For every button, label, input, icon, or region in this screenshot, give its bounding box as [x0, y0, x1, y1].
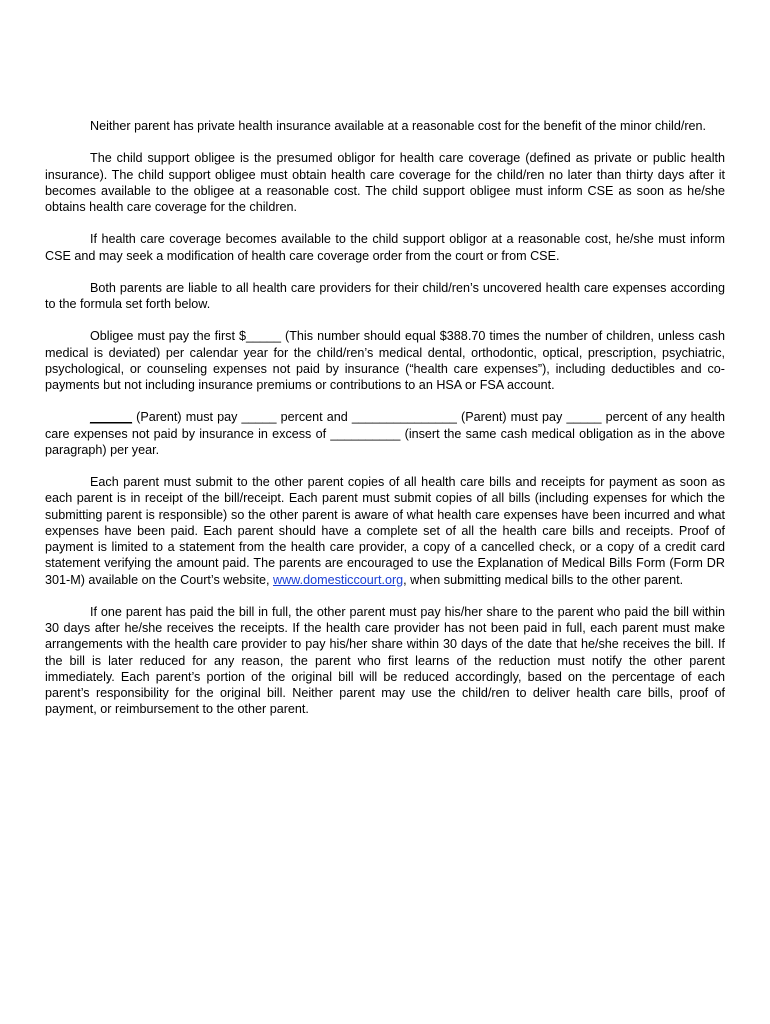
paragraph-liability: Both parents are liable to all health care providers for their child/ren’s uncovered health care expenses according to the formula set forth below.: [45, 280, 725, 311]
submit-bills-text-end: , when submitting medical bills to the other parent.: [403, 572, 684, 587]
submit-bills-text: Each parent must submit to the other parent copies of all health care bills and receipts for payment as soon as each parent is in receipt of the bill/receipt. Each parent must submit copies of all bills (including expenses for which the submitting parent is responsible) so the other parent is aware of what health care expenses have been incurred and what expenses have been paid. Each parent should have a complete set of all the health care bills and receipts. Proof of payment is limited to a statement from the health care provider, a copy of a cancelled check, or a copy of a credit card statement verifying the amount paid. The parents are encouraged to use the Explanation of Medical Bills Form (Form DR 301-M) available on the Court’s website,: [45, 475, 725, 587]
document-page: [45, 118, 725, 734]
percent-split-text: (Parent) must pay _____ percent and _______________ (Parent) must pay _____ percent of any health care expenses not paid by insurance in excess of __________ (insert the same cash medical obligation as in the above paragraph) per year.: [45, 410, 725, 457]
paragraph-obligor-coverage: If health care coverage becomes available to the child support obligor at a reasonable cost, he/she must inform CSE and may seek a modification of health care coverage order from the court or from CSE.: [45, 232, 725, 263]
paragraph-payment-terms: If one parent has paid the bill in full, the other parent must pay his/her share to the parent who paid the bill within 30 days after he/she receives the receipts. If the health care provider has not been paid in full, each parent must make arrangements with the health care provider to pay his/her share within 30 days of the date that he/she receives the bill. If the bill is later reduced for any reason, the parent who first learns of the reduction must notify the other parent immediately. Each parent’s portion of the original bill will be reduced accordingly, based on the percentage of each parent’s responsibility for the original bill. Neither parent may use the child/ren to deliver health care bills, proof of payment, or reimbursement to the other parent.: [45, 604, 725, 717]
paragraph-percent-split: [45, 409, 725, 458]
parent-name-blank[interactable]: ______: [90, 410, 133, 425]
domestic-court-link[interactable]: www.domesticcourt.org: [272, 572, 404, 587]
paragraph-no-insurance: Neither parent has private health insurance available at a reasonable cost for the benefit of the minor child/ren.: [90, 119, 707, 133]
paragraph-obligee-first-payment: Obligee must pay the first $_____ (This number should equal $388.70 times the number of children, unless cash medical is deviated) per calendar year for the child/ren’s medical dental, orthodontic, optical, prescription, psychiatric, psychological, or counseling expenses not paid by insurance (“health care expenses”), including deductibles and co-payments but not including insurance premiums or contributions to an HSA or FSA account.: [45, 329, 725, 392]
paragraph-submit-bills: [45, 474, 725, 588]
paragraph-obligee-coverage: The child support obligee is the presumed obligor for health care coverage (defined as private or public health insurance). The child support obligee must obtain health care coverage for the child/ren no later than thirty days after it becomes available to the obligee at a reasonable cost. The child support obligee must inform CSE as soon as he/she obtains health care coverage for the children.: [45, 151, 725, 214]
